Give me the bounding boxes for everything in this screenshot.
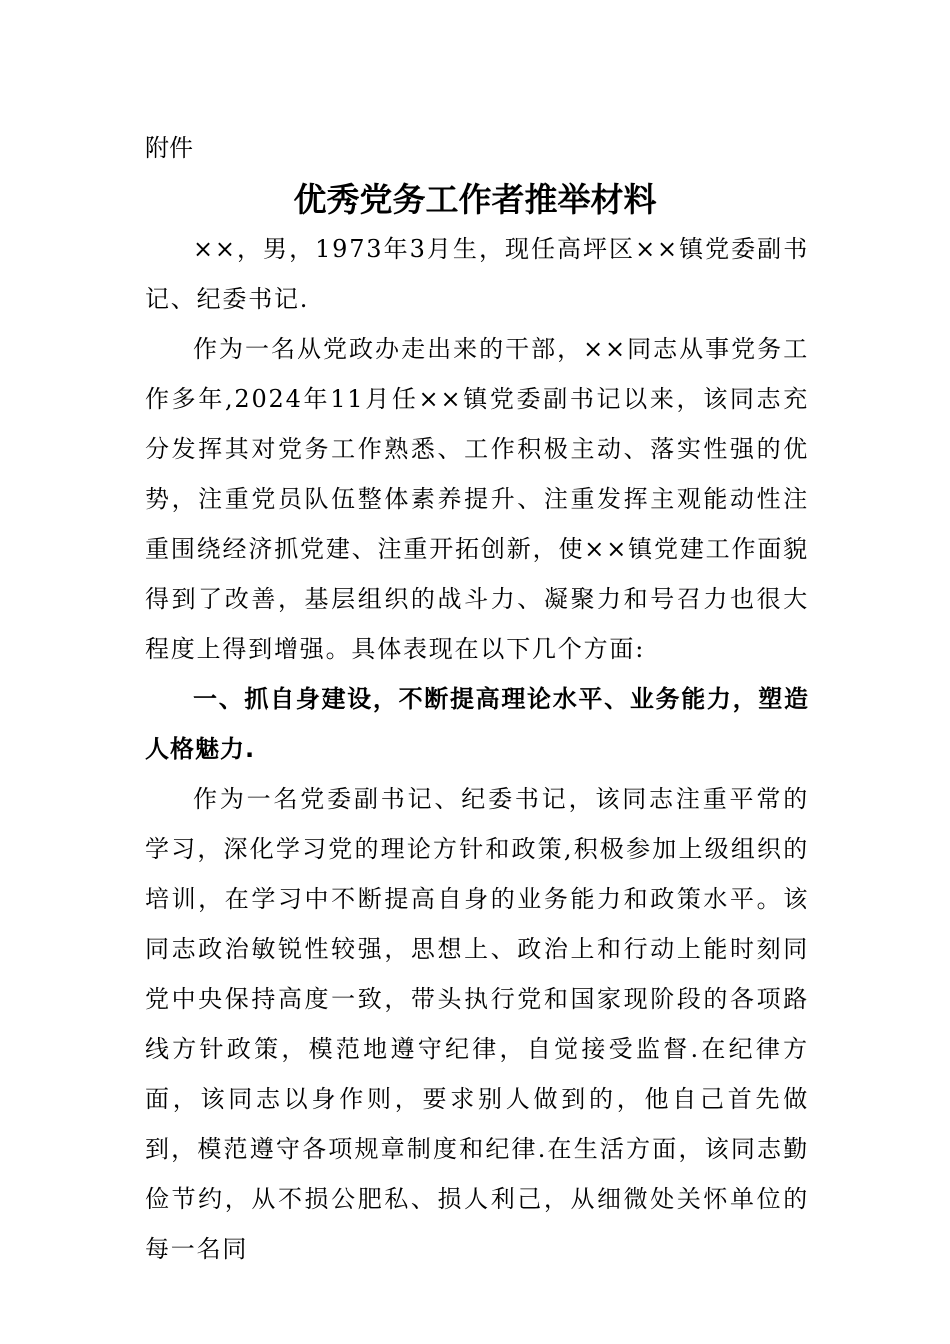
document-body bbox=[145, 224, 809, 1274]
summary-paragraph: 作为一名从党政办走出来的干部，××同志从事党务工作多年,2024年11月任××镇党委副书记以来，该同志充分发挥其对党务工作熟悉、工作积极主动、落实性强的优势，注重党员队伍整体素养提升、注重发挥主观能动性注重围绕经济抓党建、注重开拓创新，使××镇党建工作面貌得到了改善，基层组织的战斗力、凝聚力和号召力也很大程度上得到增强。具体表现在以下几个方面: bbox=[145, 335, 809, 663]
attachment-label: 附件 bbox=[145, 134, 193, 162]
document-title: 优秀党务工作者推举材料 bbox=[293, 180, 657, 219]
intro-paragraph: ××，男，1973年3月生，现任高坪区××镇党委副书记、纪委书记. bbox=[145, 235, 809, 313]
section-paragraph: 作为一名党委副书记、纪委书记，该同志注重平常的学习，深化学习党的理论方针和政策,积极参加上级组织的培训，在学习中不断提高自身的业务能力和政策水平。该同志政治敏锐性较强，思想上、政治上和行动上能时刻同党中央保持高度一致，带头执行党和国家现阶段的各项路线方针政策，模范地遵守纪律，自觉接受监督.在纪律方面，该同志以身作则，要求别人做到的，他自己首先做到，模范遵守各项规章制度和纪律.在生活方面，该同志勤俭节约，从不损公肥私、损人利己，从细微处关怀单位的每一名同 bbox=[145, 785, 809, 1263]
section-heading: 一、抓自身建设，不断提高理论水平、业务能力，塑造人格魅力. bbox=[145, 685, 809, 763]
